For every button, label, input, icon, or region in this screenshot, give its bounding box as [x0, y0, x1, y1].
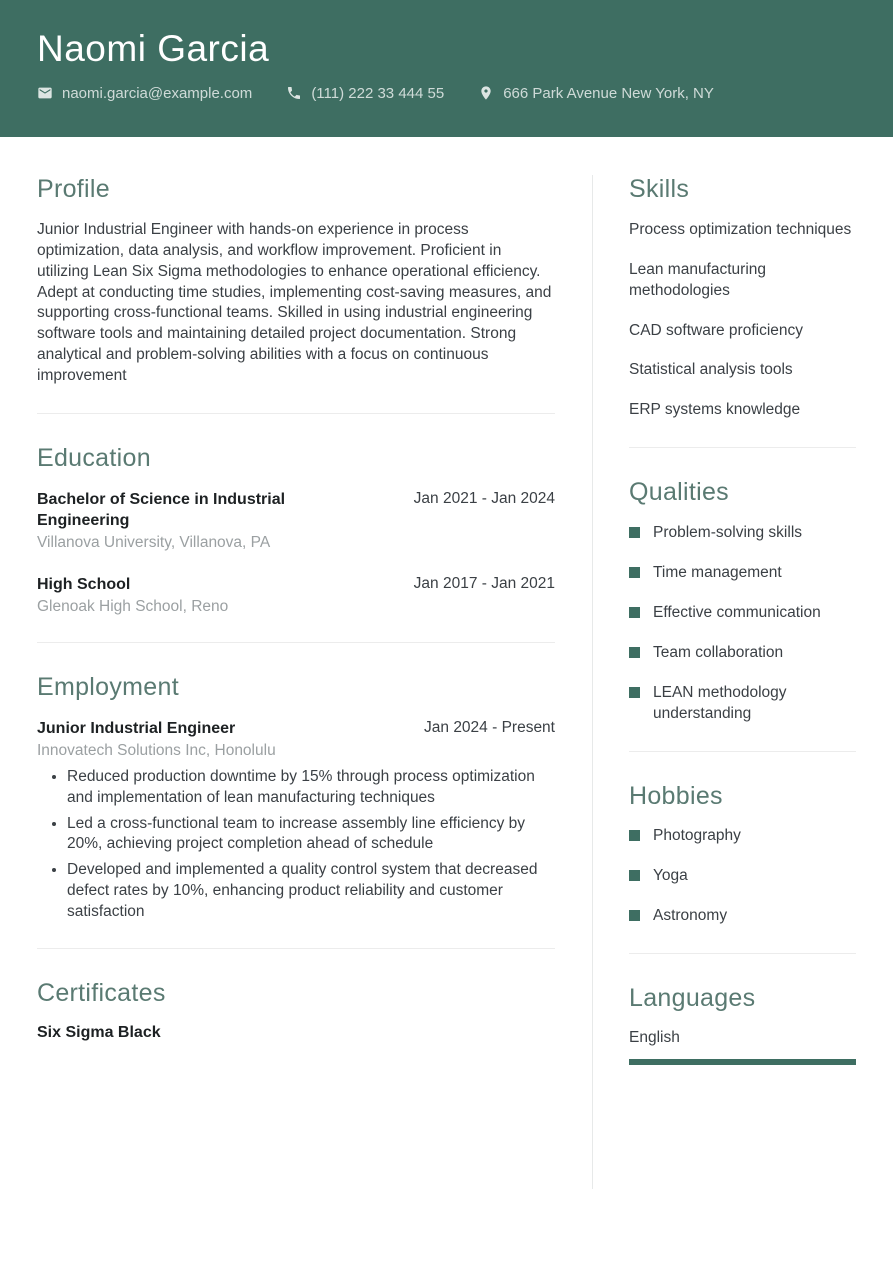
- square-bullet-icon: [629, 607, 640, 618]
- certificates-title: Certificates: [37, 979, 166, 1008]
- hobby-item: [629, 866, 856, 887]
- degree-name: High School: [37, 576, 131, 594]
- company-name: Innovatech Solutions Inc, Honolulu: [37, 742, 276, 760]
- certificate-name: Six Sigma Black: [37, 1024, 161, 1042]
- main-content: [0, 137, 893, 1189]
- section-qualities: [629, 478, 856, 724]
- profile-text: Junior Industrial Engineer with hands-on experience in process optimization, data analysis, and workflow improvement. Proficient in utilizing Lean Six Sigma methodologies to enhance operational efficiency. Adept at conducting time studies, implementing cost-saving measures, and supporting cross-functional teams. Skilled in using industrial engineering software tools and maintaining detailed project documentation. Strong analytical and problem-solving abilities with a focus on continuous improvement: [37, 220, 552, 385]
- skills-title: Skills: [629, 175, 690, 203]
- contact-address-text: 666 Park Avenue New York, NY: [503, 84, 714, 102]
- contact-row: [37, 85, 856, 102]
- school-name: Villanova University, Villanova, PA: [37, 534, 271, 552]
- quality-item: [629, 643, 856, 664]
- quality-label: Time management: [653, 563, 782, 581]
- section-divider: [629, 447, 856, 448]
- email-icon: [37, 85, 53, 101]
- header: [0, 0, 893, 137]
- section-divider: [629, 751, 856, 752]
- square-bullet-icon: [629, 687, 640, 698]
- education-entry: [37, 489, 555, 552]
- profile-title: Profile: [37, 175, 110, 203]
- education-dates: Jan 2017 - Jan 2021: [413, 575, 555, 593]
- quality-item: [629, 563, 856, 584]
- hobby-label: Yoga: [653, 867, 688, 885]
- education-entry-head: [37, 489, 555, 531]
- quality-item: [629, 603, 856, 624]
- square-bullet-icon: [629, 647, 640, 658]
- section-languages: [629, 984, 856, 1065]
- contact-phone-text: (111) 222 33 444 55: [311, 84, 445, 102]
- job-role: Junior Industrial Engineer: [37, 719, 236, 737]
- language-level-bar: [629, 1059, 856, 1065]
- skill-item: CAD software proficiency: [629, 321, 804, 339]
- languages-title: Languages: [629, 984, 756, 1013]
- employment-entry: [37, 718, 555, 922]
- quality-label: Effective communication: [653, 603, 821, 621]
- square-bullet-icon: [629, 830, 640, 841]
- employment-title: Employment: [37, 673, 179, 702]
- contact-email-text: naomi.garcia@example.com: [62, 84, 253, 102]
- section-certificates: [37, 979, 555, 1042]
- contact-phone: [286, 85, 444, 102]
- section-divider: [629, 953, 856, 954]
- quality-label: Problem-solving skills: [653, 524, 803, 542]
- language-name: English: [629, 1028, 680, 1046]
- left-column: [37, 175, 555, 1189]
- section-divider: [37, 948, 555, 949]
- employment-dates: Jan 2024 - Present: [424, 718, 555, 736]
- quality-label: LEAN methodology understanding: [653, 683, 787, 722]
- hobbies-title: Hobbies: [629, 781, 723, 810]
- language-level-track: [629, 1059, 856, 1065]
- education-title: Education: [37, 444, 151, 473]
- job-bullet-list: [37, 767, 555, 922]
- education-entry: [37, 574, 555, 616]
- hobby-item: [629, 906, 856, 927]
- square-bullet-icon: [629, 527, 640, 538]
- section-divider: [37, 413, 555, 414]
- section-employment: [37, 673, 555, 922]
- square-bullet-icon: [629, 567, 640, 578]
- location-icon: [478, 85, 494, 101]
- education-entry-head: [37, 574, 555, 595]
- skill-item: Process optimization techniques: [629, 220, 852, 238]
- job-bullet: • Developed and implemented a quality control system that decreased defect rates by 10%, enhancing product reliability and customer satisfaction: [67, 860, 555, 922]
- section-education: [37, 444, 555, 616]
- hobby-item: [629, 826, 856, 847]
- language-item: [629, 1029, 856, 1065]
- person-name: Naomi Garcia: [37, 28, 270, 69]
- degree-name: Bachelor of Science in Industrial Engineering: [37, 490, 286, 529]
- quality-item: [629, 683, 856, 725]
- education-dates: Jan 2021 - Jan 2024: [413, 489, 555, 507]
- hobby-label: Astronomy: [653, 907, 728, 925]
- job-bullet: • Reduced production downtime by 15% through process optimization and implementation of lean manufacturing techniques: [67, 767, 555, 809]
- right-column: [629, 175, 856, 1189]
- skill-item: Statistical analysis tools: [629, 361, 793, 379]
- section-skills: [629, 175, 856, 421]
- job-bullet: • Led a cross-functional team to increase assembly line efficiency by 20%, achieving project completion ahead of schedule: [67, 814, 555, 856]
- section-divider: [37, 642, 555, 643]
- skill-item: ERP systems knowledge: [629, 401, 801, 419]
- quality-item: [629, 523, 856, 544]
- section-hobbies: [629, 782, 856, 928]
- hobby-label: Photography: [653, 827, 741, 845]
- phone-icon: [286, 85, 302, 101]
- contact-address: [478, 85, 714, 102]
- qualities-title: Qualities: [629, 478, 729, 507]
- contact-email: [37, 85, 252, 102]
- column-divider: [592, 175, 593, 1189]
- quality-label: Team collaboration: [653, 643, 784, 661]
- school-name: Glenoak High School, Reno: [37, 598, 229, 616]
- square-bullet-icon: [629, 870, 640, 881]
- section-profile: [37, 175, 555, 387]
- skill-item: Lean manufacturing methodologies: [629, 260, 767, 299]
- employment-entry-head: [37, 718, 555, 739]
- square-bullet-icon: [629, 910, 640, 921]
